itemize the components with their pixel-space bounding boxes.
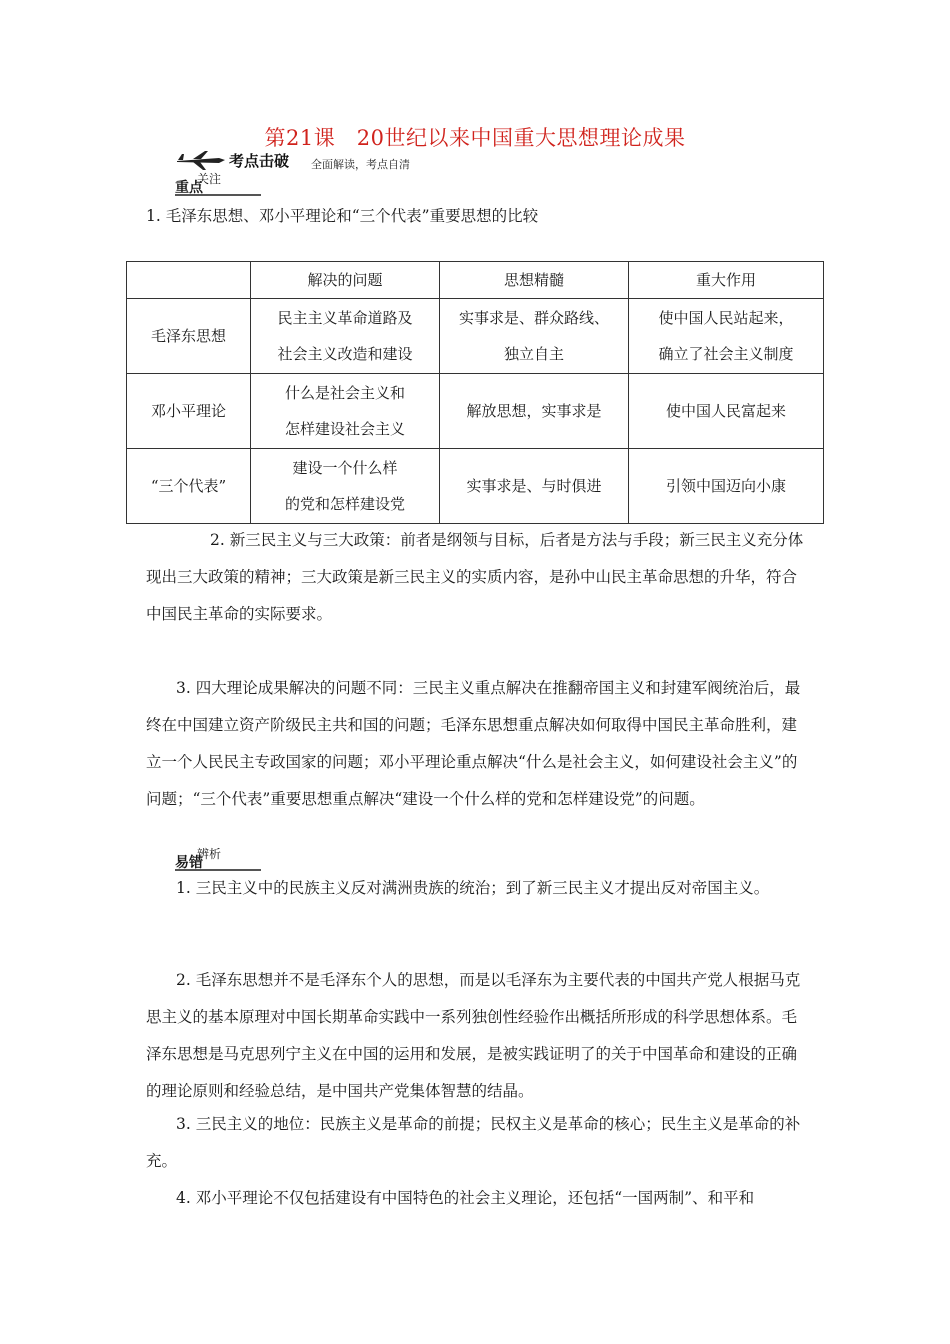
section-tag-sub: 辨析 bbox=[197, 847, 222, 861]
row-problem: 什么是社会主义和 怎样建设社会主义 bbox=[251, 374, 440, 449]
row-essence: 实事求是、群众路线、 独立自主 bbox=[440, 299, 629, 374]
row-essence: 实事求是、与时俱进 bbox=[440, 449, 629, 524]
item-2: 2. 新三民主义与三大政策：前者是纲领与目标，后者是方法与手段；新三民主义充分体现出三大政策的精神；三大政策是新三民主义的实质内容，是孙中山民主革命思想的升华，符合中国民主革命的实际要求。 bbox=[146, 531, 804, 623]
row-name: 毛泽东思想 bbox=[127, 299, 251, 374]
banner-subtitle: 全面解读，考点自清 bbox=[311, 158, 410, 171]
row-name: 邓小平理论 bbox=[127, 374, 251, 449]
row-problem: 民主主义革命道路及 社会主义改造和建设 bbox=[251, 299, 440, 374]
item-3: 3. 四大理论成果解决的问题不同：三民主义重点解决在推翻帝国主义和封建军阀统治后，最终在中国建立资产阶级民主共和国的问题；毛泽东思想重点解决如何取得中国民主革命胜利，建立一个人民民主专政国家的问题；邓小平理论重点解决“什么是社会主义，如何建设社会主义”的问题；“三个代表”重要思想重点解决“建设一个什么样的党和怎样建设党”的问题。 bbox=[146, 679, 801, 808]
section-tag-sub: 关注 bbox=[197, 172, 222, 186]
row-effect: 使中国人民富起来 bbox=[629, 374, 824, 449]
table-row bbox=[127, 449, 824, 524]
table-header-cell bbox=[127, 262, 251, 299]
table-header-cell: 解决的问题 bbox=[251, 262, 440, 299]
table-row bbox=[127, 374, 824, 449]
page-title: 第21课 20世纪以来中国重大思想理论成果 bbox=[264, 126, 686, 150]
row-effect: 引领中国迈向小康 bbox=[629, 449, 824, 524]
table-header-cell: 重大作用 bbox=[629, 262, 824, 299]
row-essence: 解放思想，实事求是 bbox=[440, 374, 629, 449]
section-tag-main: 易错 bbox=[175, 855, 203, 871]
banner-title: 考点击破 bbox=[229, 152, 290, 170]
section-tag-common-errors bbox=[175, 849, 261, 871]
error-item-3: 3. 三民主义的地位：民族主义是革命的前提；民权主义是革命的核心；民生主义是革命的补充。 bbox=[146, 1115, 801, 1170]
error-item-1: 1. 三民主义中的民族主义反对满洲贵族的统治；到了新三民主义才提出反对帝国主义。 bbox=[176, 879, 770, 897]
table-row bbox=[127, 299, 824, 374]
row-effect: 使中国人民站起来， 确立了社会主义制度 bbox=[629, 299, 824, 374]
item-1: 1. 毛泽东思想、邓小平理论和“三个代表”重要思想的比较 bbox=[146, 207, 539, 225]
error-item-4: 4. 邓小平理论不仅包括建设有中国特色的社会主义理论，还包括“一国两制”、和平和 bbox=[176, 1189, 755, 1207]
section-tag-underline bbox=[175, 194, 261, 196]
section-tag-main: 重点 bbox=[175, 180, 203, 196]
row-problem: 建设一个什么样 的党和怎样建设党 bbox=[251, 449, 440, 524]
error-item-2: 2. 毛泽东思想并不是毛泽东个人的思想，而是以毛泽东为主要代表的中国共产党人根据马克思主义的基本原理对中国长期革命实践中一系列独创性经验作出概括所形成的科学思想体系。毛泽东思想是马克思列宁主义在中国的运用和发展，是被实践证明了的关于中国革命和建设的正确的理论原则和经验总结，是中国共产党集体智慧的结晶。 bbox=[146, 971, 801, 1100]
comparison-table bbox=[126, 261, 824, 524]
airplane-icon bbox=[175, 150, 227, 172]
section-tag-key-points bbox=[175, 174, 261, 196]
row-name: “三个代表” bbox=[127, 449, 251, 524]
table-header-cell: 思想精髓 bbox=[440, 262, 629, 299]
table-header-row bbox=[127, 262, 824, 299]
